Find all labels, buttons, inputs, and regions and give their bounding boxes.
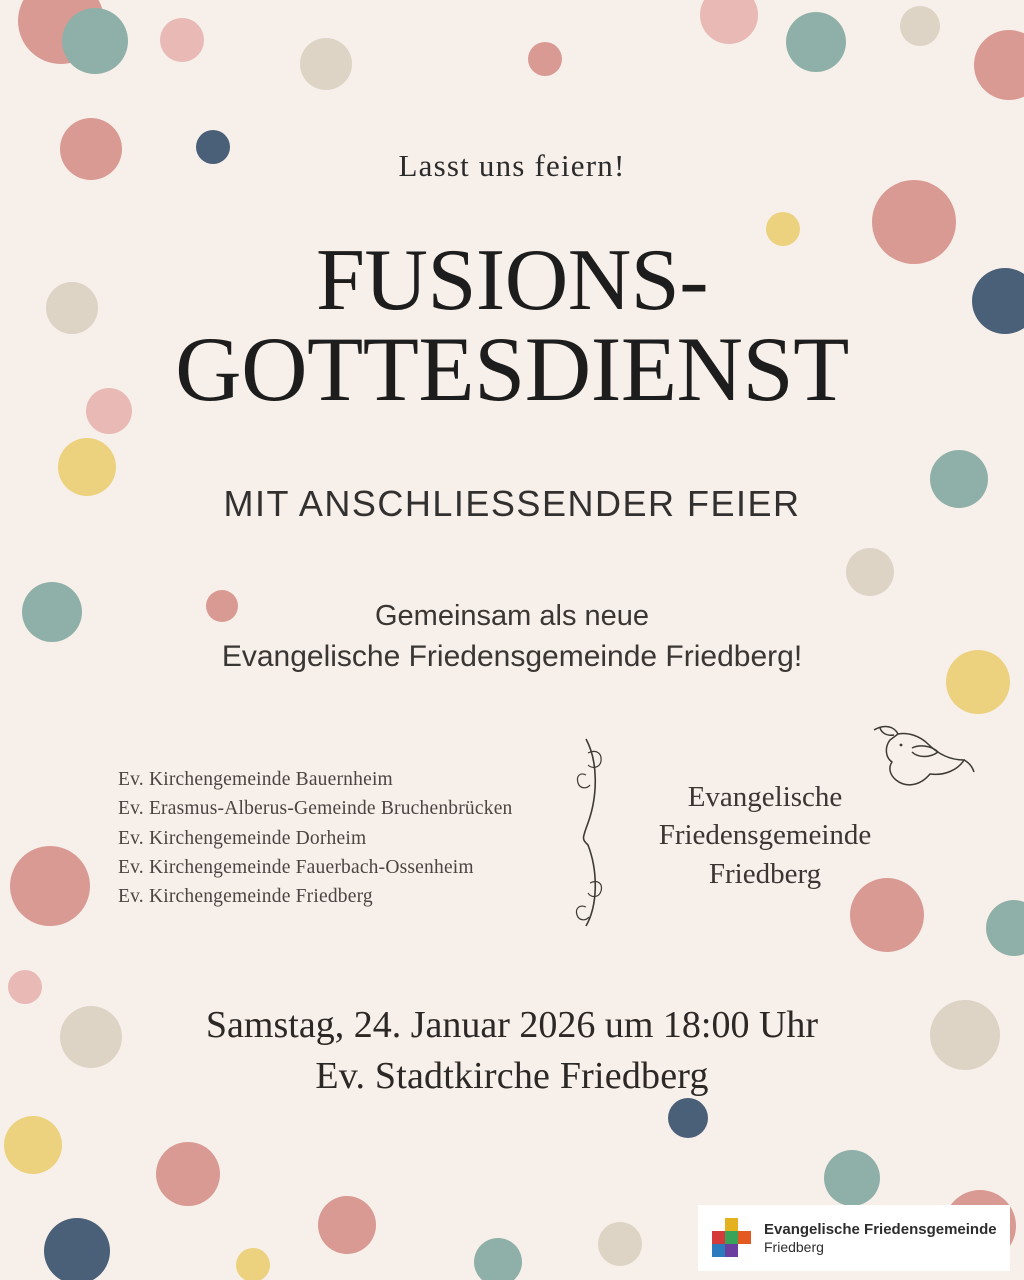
new-name-line-2: Friedensgemeinde [658,819,872,852]
logo-subtitle: Friedberg [764,1238,824,1255]
logo-title: Evangelische Friedensgemeinde [764,1221,997,1239]
cross-logo-icon [710,1216,754,1260]
new-name-line-1: Evangelische [687,781,843,813]
lead-line-1: Gemeinsam als neue [374,600,650,632]
list-item: Ev. Erasmus-Alberus-Gemeinde Bruchenbrücken [118,798,513,820]
title-line-2: GOTTESDIENST [175,318,849,421]
list-item: Ev. Kirchengemeinde Fauerbach-Ossenheim [118,856,474,878]
dove-icon [868,718,978,798]
lead-text [0,596,1024,677]
list-item: Ev. Kirchengemeinde Bauernheim [118,769,393,790]
parish-list [118,765,513,911]
logo-text [764,1221,997,1254]
title-line-1: FUSIONS- [315,232,709,329]
event-venue: Ev. Stadtkirche Friedberg [315,1055,709,1098]
subtitle-text: MIT ANSCHLIESSENDER FEIER [223,483,801,524]
new-name-line-3: Friedberg [708,857,822,890]
event-details [0,1000,1024,1103]
lead-line-2: Evangelische Friedensgemeinde Friedberg! [221,640,803,674]
organization-logo [698,1205,1010,1271]
kicker-text: Lasst uns feiern! [398,148,626,183]
page-title [0,232,1024,421]
list-item: Ev. Kirchengemeinde Dorheim [118,827,367,849]
list-item: Ev. Kirchengemeinde Friedberg [118,886,373,907]
event-date: Samstag, 24. Januar 2026 um 18:00 Uhr [205,1004,819,1046]
